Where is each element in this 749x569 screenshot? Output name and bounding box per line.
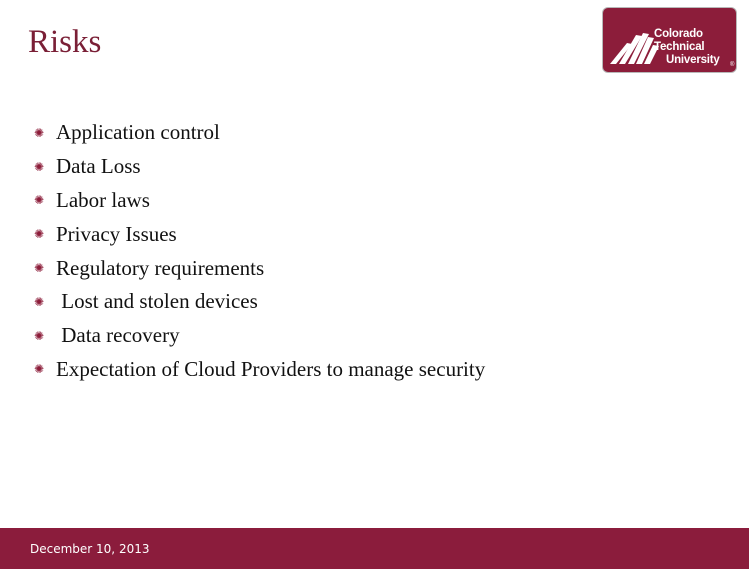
fan-bullet-icon: ✺ bbox=[34, 362, 45, 377]
fan-bullet-icon: ✺ bbox=[34, 294, 45, 309]
fan-bullet-icon: ✺ bbox=[34, 328, 45, 343]
bullet-item bbox=[34, 285, 485, 319]
bullet-text: Labor laws bbox=[56, 187, 150, 212]
logo-text-technical: Technical bbox=[654, 41, 705, 53]
bullet-text: Application control bbox=[56, 120, 220, 145]
bullet-text: Data recovery bbox=[56, 323, 180, 348]
fan-bullet-icon: ✺ bbox=[34, 159, 45, 174]
logo-registered-mark: ® bbox=[730, 62, 735, 68]
bullet-text: Regulatory requirements bbox=[56, 255, 265, 280]
bullet-text: Expectation of Cloud Providers to manage security bbox=[56, 356, 486, 381]
slide-title: Risks bbox=[28, 24, 102, 60]
bullet-item bbox=[34, 184, 485, 218]
footer-date: December 10, 2013 bbox=[30, 542, 150, 556]
fan-bullet-icon: ✺ bbox=[34, 193, 45, 208]
fan-bullet-icon: ✺ bbox=[34, 261, 45, 276]
fan-bullet-icon: ✺ bbox=[34, 125, 45, 140]
footer-bar bbox=[0, 528, 749, 569]
bullet-item bbox=[34, 116, 485, 150]
bullet-item bbox=[34, 251, 485, 285]
bullet-item bbox=[34, 217, 485, 251]
bullet-item bbox=[34, 150, 485, 184]
bullet-item bbox=[34, 353, 485, 387]
logo-text-colorado: Colorado bbox=[654, 28, 703, 40]
bullet-text: Privacy Issues bbox=[56, 221, 177, 246]
ctu-logo bbox=[603, 8, 736, 72]
logo-text-university: University bbox=[666, 54, 720, 66]
bullet-list bbox=[34, 116, 485, 386]
bullet-text: Data Loss bbox=[56, 154, 141, 179]
bullet-item bbox=[34, 319, 485, 353]
bullet-text: Lost and stolen devices bbox=[56, 289, 258, 314]
fan-bullet-icon: ✺ bbox=[34, 227, 45, 242]
